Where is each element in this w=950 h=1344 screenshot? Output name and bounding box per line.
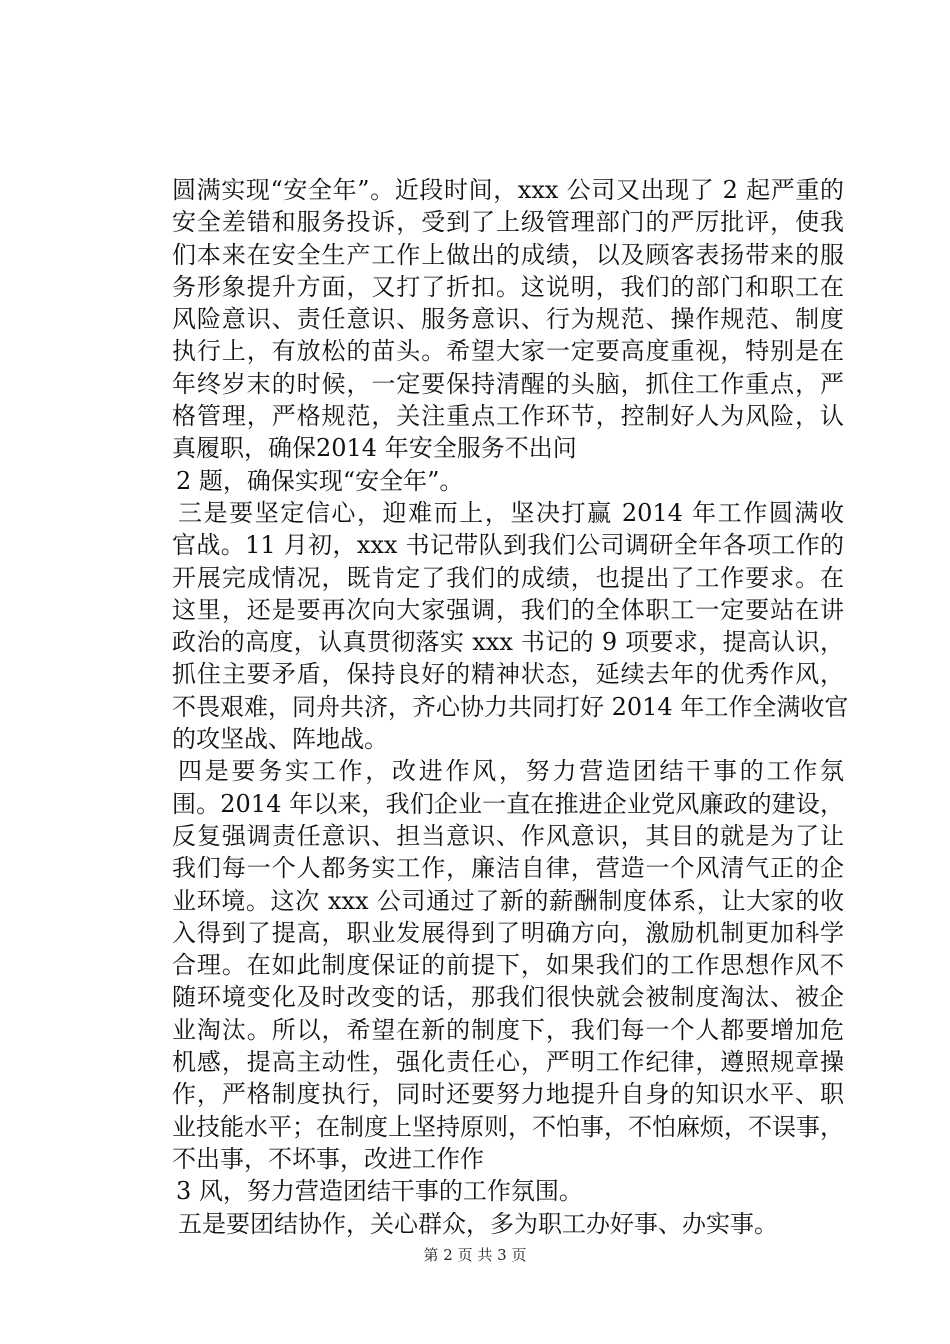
text-line: 抓住主要矛盾，保持良好的精神状态，延续去年的优秀作风， — [172, 660, 844, 689]
text-line: 业技能水平；在制度上坚持原则，不怕事，不怕麻烦，不误事， — [172, 1112, 844, 1141]
text-line: 务形象提升方面，又打了折扣。这说明，我们的部门和职工在 — [172, 272, 844, 301]
text-line: 的攻坚战、阵地战。 — [172, 725, 388, 754]
text-line: 政治的高度，认真贯彻落实 xxx 书记的 9 项要求，提高认识， — [172, 628, 844, 657]
text-line: 四是要务实工作，改进作风，努力营造团结干事的工作氛 — [178, 757, 844, 786]
text-line: 真履职，确保2014 年安全服务不出问 — [172, 434, 577, 463]
text-line: 合理。在如此制度保证的前提下，如果我们的工作思想作风不 — [172, 951, 844, 980]
text-line: 2 题，确保实现“安全年”。 — [176, 466, 464, 495]
text-line: 入得到了提高，职业发展得到了明确方向，激励机制更加科学 — [172, 918, 844, 947]
text-line: 业环境。这次 xxx 公司通过了新的薪酬制度体系，让大家的收 — [172, 886, 844, 915]
text-line: 年终岁末的时候，一定要保持清醒的头脑，抓住工作重点，严 — [172, 369, 844, 398]
page-footer: 第 2 页 共 3 页 — [423, 1246, 527, 1264]
text-line: 随环境变化及时改变的话，那我们很快就会被制度淘汰、被企 — [172, 983, 844, 1012]
text-line: 不出事，不坏事，改进工作作 — [172, 1144, 484, 1173]
text-line: 开展完成情况，既肯定了我们的成绩，也提出了工作要求。在 — [172, 563, 844, 592]
text-line: 三是要坚定信心，迎难而上，坚决打赢 2014 年工作圆满收 — [178, 498, 844, 527]
body-text — [172, 174, 849, 1240]
text-line: 安全差错和服务投诉，受到了上级管理部门的严厉批评，使我 — [172, 208, 844, 237]
text-line: 风险意识、责任意识、服务意识、行为规范、操作规范、制度 — [172, 305, 844, 334]
text-line: 执行上，有放松的苗头。希望大家一定要高度重视，特别是在 — [172, 337, 844, 366]
text-line: 围。2014 年以来，我们企业一直在推进企业党风廉政的建设， — [172, 789, 844, 818]
text-line: 官战。11 月初，xxx 书记带队到我们公司调研全年各项工作的 — [172, 531, 844, 560]
text-line: 作，严格制度执行，同时还要努力地提升自身的知识水平、职 — [172, 1080, 844, 1109]
text-line: 这里，还是要再次向大家强调，我们的全体职工一定要站在讲 — [172, 595, 844, 624]
text-line: 反复强调责任意识、担当意识、作风意识，其目的就是为了让 — [172, 821, 844, 850]
text-line: 们本来在安全生产工作上做出的成绩，以及顾客表扬带来的服 — [172, 240, 844, 269]
text-line: 业淘汰。所以，希望在新的制度下，我们每一个人都要增加危 — [172, 1015, 844, 1044]
text-line: 机感，提高主动性，强化责任心，严明工作纪律，遵照规章操 — [172, 1048, 844, 1077]
text-line: 我们每一个人都务实工作，廉洁自律，营造一个风清气正的企 — [172, 854, 844, 883]
text-line: 格管理，严格规范，关注重点工作环节，控制好人为风险，认 — [172, 402, 844, 431]
text-line: 五是要团结协作，关心群众，多为职工办好事、办实事。 — [178, 1209, 778, 1238]
text-line: 圆满实现“安全年”。近段时间，xxx 公司又出现了 2 起严重的 — [172, 176, 844, 204]
text-line: 不畏艰难，同舟共济，齐心协力共同打好 2014 年工作全满收官 — [172, 692, 849, 721]
text-line: 3 风，努力营造团结干事的工作氛围。 — [176, 1177, 583, 1206]
